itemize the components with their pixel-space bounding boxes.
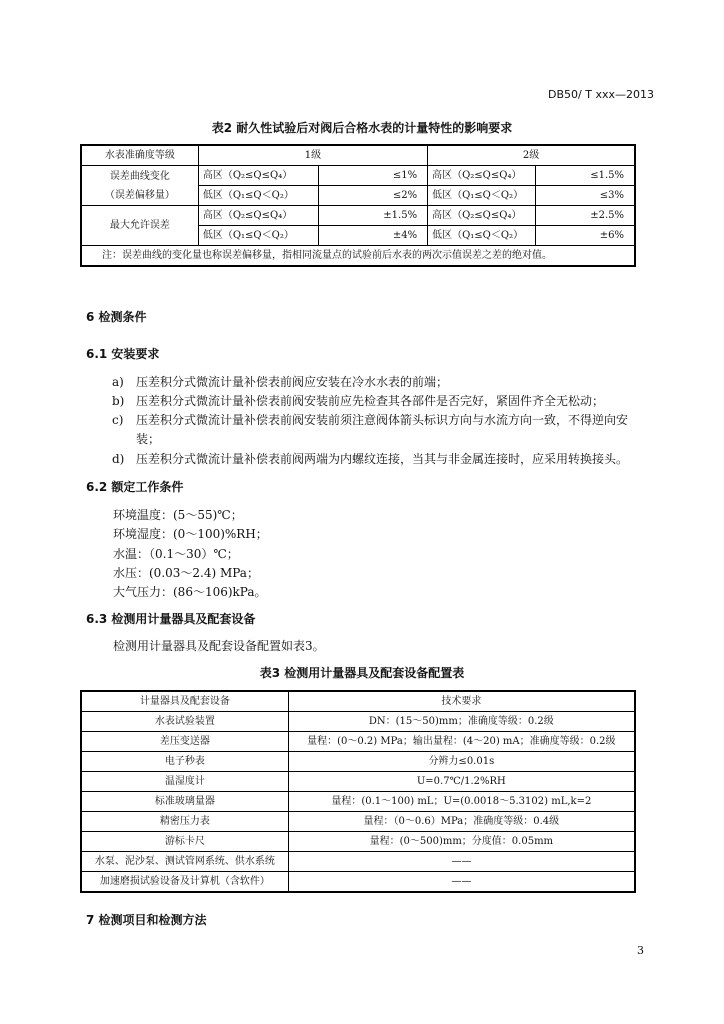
condition-line: 水压：(0.03～2.4) MPa；: [113, 566, 259, 580]
list-item: [112, 373, 672, 390]
condition-line: 环境湿度：(0～100)%RH；: [113, 527, 268, 541]
table2-head-class1: 1级: [198, 145, 427, 166]
list-item: [112, 411, 672, 428]
table2-cell: ≤1.5%: [535, 166, 635, 186]
section-6-3-title: 6.3 检测用计量器具及配套设备: [86, 612, 256, 626]
table2-curve-label-line1: 误差曲线变化: [109, 170, 170, 182]
table2-curve-label: [81, 166, 198, 206]
list-item: [112, 450, 672, 467]
list-item-text: 压差积分式微流计量补偿表前阀两端为内螺纹连接，当其与非金属连接时，应采用转换接头。: [136, 452, 629, 466]
table2-cell: ±2.5%: [535, 206, 635, 226]
condition-line: 水温：（0.1～30）℃；: [113, 547, 239, 561]
table2-max-error-label: 最大允许误差: [81, 206, 198, 246]
table2-note: 注：误差曲线的变化量也称误差偏移量，指相同流量点的试验前后水表的两次示值误差之差的绝对值。: [81, 246, 635, 267]
table2-cell: ≤3%: [535, 186, 635, 206]
table2-cell: ±4%: [318, 226, 428, 246]
condition-line: 环境温度：(5～55)℃；: [113, 508, 243, 522]
table2-cell: 高区（Q₂≤Q≤Q₄）: [428, 166, 536, 186]
table3-cell: 加速磨损试验设备及计算机（含软件）: [81, 872, 288, 893]
list-item-text: 压差积分式微流计量补偿表前阀安装前须注意阀体箭头标识方向与水流方向一致，不得逆向安: [136, 413, 629, 427]
list-item-text: 压差积分式微流计量补偿表前阀安装前应先检查其各部件是否完好，紧固件齐全无松动；: [136, 394, 605, 408]
table2-caption: 表2 耐久性试验后对阀后合格水表的计量特性的影响要求: [211, 121, 513, 135]
table2-cell: 低区（Q₁≤Q＜Q₂）: [428, 226, 536, 246]
table2-curve-label-line2: （误差偏移量）: [104, 189, 175, 201]
table2-cell: 低区（Q₁≤Q＜Q₂）: [198, 186, 318, 206]
table3-cell: 温湿度计: [81, 772, 288, 792]
table2-cell: 高区（Q₂≤Q≤Q₄）: [198, 166, 318, 186]
table3-caption: 表3 检测用计量器具及配套设备配置表: [259, 666, 465, 680]
table2-cell: ±6%: [535, 226, 635, 246]
section-6-3-intro: 检测用计量器具及配套设备配置如表3。: [113, 639, 325, 653]
table3-cell: 分辨力≤0.01s: [288, 752, 635, 772]
table2-cell: ≤1%: [318, 166, 428, 186]
list-item: [112, 392, 672, 409]
list-item-text: 装；: [136, 432, 161, 446]
list-item-label: c): [112, 413, 124, 427]
table3: [80, 690, 636, 893]
table2-cell: 低区（Q₁≤Q＜Q₂）: [198, 226, 318, 246]
section-6-2-title: 6.2 额定工作条件: [86, 480, 184, 494]
table3-cell: 标准玻璃量器: [81, 792, 288, 812]
table3-cell: ——: [288, 872, 635, 893]
table3-cell: 量程：(0～500)mm；分度值：0.05mm: [288, 832, 635, 852]
table3-head-equipment: 计量器具及配套设备: [81, 691, 288, 712]
table2: [80, 144, 636, 267]
table3-cell: U=0.7℃/1.2%RH: [288, 772, 635, 792]
document-code: DB50/ T xxx—2013: [548, 88, 654, 101]
table3-cell: 水泵、泥沙泵、测试管网系统、供水系统: [81, 852, 288, 872]
table3-cell: 差压变送器: [81, 732, 288, 752]
table2-cell: ±1.5%: [318, 206, 428, 226]
table3-cell: 量程：（0～0.6）MPa；准确度等级：0.4级: [288, 812, 635, 832]
table2-cell: 高区（Q₂≤Q≤Q₄）: [198, 206, 318, 226]
table3-cell: 水表试验装置: [81, 712, 288, 732]
section-6-1-title: 6.1 安装要求: [86, 347, 160, 361]
list-item-continuation: [112, 430, 672, 447]
table3-cell: DN：(15～50)mm；准确度等级：0.2级: [288, 712, 635, 732]
table3-cell: 量程：(0～0.2) MPa；输出量程：(4～20) mA；准确度等级：0.2级: [288, 732, 635, 752]
table3-cell: 量程：(0.1～100) mL；U=(0.0018～5.3102) mL,k=2: [288, 792, 635, 812]
table3-cell: 电子秒表: [81, 752, 288, 772]
table3-head-requirement: 技术要求: [288, 691, 635, 712]
list-item-text: 压差积分式微流计量补偿表前阀应安装在冷水水表的前端；: [136, 375, 449, 389]
table2-cell: 高区（Q₂≤Q≤Q₄）: [428, 206, 536, 226]
table3-cell: 游标卡尺: [81, 832, 288, 852]
table2-cell: ≤2%: [318, 186, 428, 206]
section-6-title: 6 检测条件: [86, 310, 147, 324]
table2-head-grade: 水表准确度等级: [81, 145, 198, 166]
list-item-label: a): [112, 375, 124, 389]
table2-head-class2: 2级: [428, 145, 635, 166]
list-item-label: b): [112, 394, 125, 408]
list-item-label: d): [112, 452, 125, 466]
table2-cell: 低区（Q₁≤Q＜Q₂）: [428, 186, 536, 206]
section-7-title: 7 检测项目和检测方法: [86, 913, 207, 927]
table3-cell: 精密压力表: [81, 812, 288, 832]
page-number: 3: [637, 944, 644, 957]
condition-line: 大气压力：(86～106)kPa。: [113, 585, 267, 599]
table3-cell: ——: [288, 852, 635, 872]
